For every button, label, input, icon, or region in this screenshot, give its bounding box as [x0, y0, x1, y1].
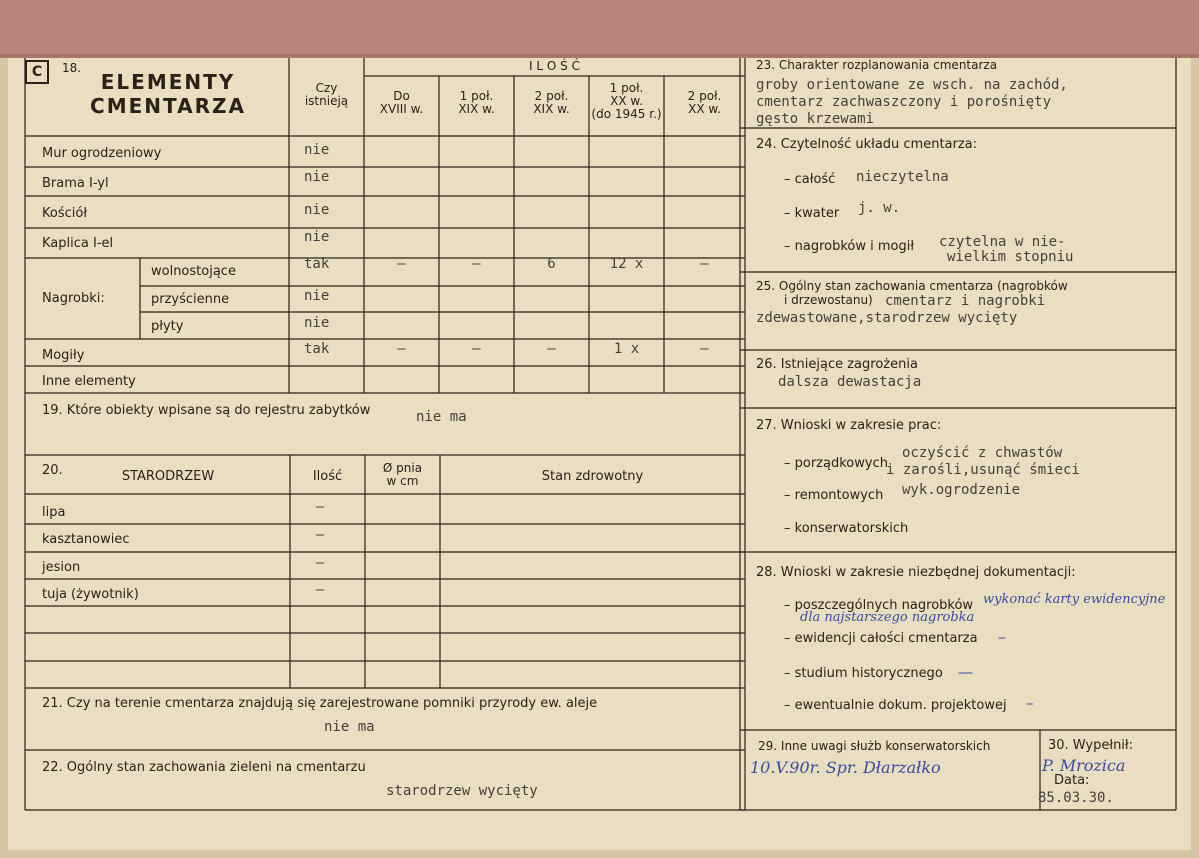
section-24-kwater-value: j. w.: [858, 200, 901, 216]
section-22-label: 22. Ogólny stan zachowania zieleni na cmentarzu: [42, 760, 366, 775]
period-4-line-3: (do 1945 r.): [591, 107, 662, 121]
wolno-val-3: 6: [547, 256, 556, 272]
section-21-value: nie ma: [324, 719, 375, 735]
section-18-title: [68, 70, 268, 118]
tree-count-lipa: –: [315, 499, 325, 515]
tree-count-kasztanowiec: –: [315, 527, 325, 543]
period-5-line-1: 2 poł.: [687, 89, 722, 103]
section-25-value-line-2: zdewastowane,starodrzew wycięty: [756, 310, 1018, 326]
period-5-line-2: XX w.: [688, 102, 721, 116]
col-ilosc-header: Ilość: [312, 469, 343, 484]
section-26-label: 26. Istniejące zagrożenia: [756, 357, 918, 372]
section-27-rem-value: wyk.ogrodzenie: [902, 482, 1021, 498]
section-30-label: 30. Wypełnił:: [1048, 738, 1133, 753]
ilosc-header: I L O Ś Ć: [529, 59, 580, 73]
section-18-number: 18.: [62, 61, 82, 75]
tree-name-lipa: lipa: [42, 505, 66, 520]
section-28-dash-2: –: [998, 628, 1006, 646]
section-30-date-value: 85.03.30.: [1038, 790, 1114, 806]
section-c-box: C: [25, 60, 49, 84]
section-27-rem-label: – remontowych: [784, 488, 884, 503]
tree-name-tuja: tuja (żywotnik): [42, 587, 139, 602]
section-24-nagrobkow-label: – nagrobków i mogił: [784, 239, 915, 254]
row-exists-kosciol: nie: [304, 202, 330, 218]
section-28-item-1: – poszczególnych nagrobków: [784, 598, 974, 613]
period-3-line-2: XIX w.: [533, 102, 570, 116]
row-label-mogily: Mogiły: [42, 348, 85, 363]
binding-tape: [0, 0, 1199, 58]
section-23-line-1: groby orientowane ze wsch. na zachód,: [756, 77, 1068, 93]
row-label-kosciol: Kościół: [42, 206, 88, 221]
wolno-val-2: –: [472, 256, 481, 272]
period-header-3: [514, 90, 589, 116]
row-label-brama: Brama I-yl: [42, 176, 109, 191]
row-label-inne: Inne elementy: [42, 374, 136, 389]
row-exists-mur: nie: [304, 142, 330, 158]
section-25-label-line-1: 25. Ogólny stan zachowania cmentarza (nagrobków: [756, 279, 1068, 293]
mogily-val-3: –: [547, 341, 556, 357]
section-28-dash-4: –: [1026, 694, 1034, 712]
section-28-dash-3: —: [958, 663, 973, 681]
wolno-val-4: 12 x: [609, 256, 644, 272]
row-exists-plyty: nie: [304, 315, 330, 331]
col-stan-header: Stan zdrowotny: [541, 469, 644, 484]
row-exists-przyscienne: nie: [304, 288, 330, 304]
mogily-val-4: 1 x: [613, 341, 640, 357]
row-exists-kaplica: nie: [304, 229, 330, 245]
col-pnia-line-1: Ø pnia: [382, 461, 423, 475]
period-header-4: [589, 82, 664, 121]
section-28-item-4: – ewentualnie dokum. projektowej: [784, 698, 1007, 713]
section-21-label: 21. Czy na terenie cmentarza znajdują się zarejestrowane pomniki przyrody ew. aleje: [42, 696, 598, 711]
section-23-label: 23. Charakter rozplanowania cmentarza: [756, 58, 998, 72]
col-exists-line-1: Czy: [315, 81, 338, 95]
section-24-nagrobkow-line-2: wielkim stopniu: [947, 249, 1074, 265]
section-29-note: 10.V.90r. Spr. Dłarzałko: [750, 758, 941, 777]
row-exists-mogily: tak: [304, 341, 330, 357]
section-24-kwater-label: – kwater: [784, 206, 840, 221]
col-pnia-line-2: w cm: [386, 474, 419, 488]
mogily-val-5: –: [700, 341, 709, 357]
period-4-line-1: 1 poł.: [609, 81, 644, 95]
period-header-1: [364, 90, 439, 116]
row-label-plyty: płyty: [151, 319, 184, 334]
period-header-2: [439, 90, 514, 116]
mogily-val-1: –: [397, 341, 406, 357]
section-20-title: STARODRZEW: [121, 469, 215, 484]
section-30-signature: P. Mrozica: [1042, 756, 1126, 775]
section-23-line-2: cmentarz zachwaszczony i porośnięty: [756, 94, 1052, 110]
section-24-nagrobkow-line-1: czytelna w nie-: [939, 234, 1066, 250]
section-27-kons-label: – konserwatorskich: [784, 521, 909, 536]
row-exists-wolnostojace: tak: [304, 256, 330, 272]
section-28-hand-line-1: wykonać karty ewidencyjne: [983, 592, 1166, 607]
section-19-label: 19. Które obiekty wpisane są do rejestru zabytków: [42, 403, 371, 418]
cemetery-record-card: [8, 58, 1191, 850]
section-30-date-label: Data:: [1054, 773, 1090, 788]
row-label-wolnostojace: wolnostojące: [151, 264, 236, 279]
section-28-item-2: – ewidencji całości cmentarza: [784, 631, 978, 646]
period-1-line-1: Do: [393, 89, 410, 103]
period-header-5: [664, 90, 745, 116]
title-line-1: ELEMENTY: [100, 70, 236, 94]
wolno-val-1: –: [397, 256, 406, 272]
period-2-line-1: 1 poł.: [459, 89, 494, 103]
tree-name-kasztanowiec: kasztanowiec: [42, 532, 130, 547]
period-4-line-2: XX w.: [610, 94, 643, 108]
tree-count-jesion: –: [315, 555, 325, 571]
row-label-nagrobki: Nagrobki:: [42, 291, 105, 306]
period-3-line-1: 2 poł.: [534, 89, 569, 103]
section-22-value: starodrzew wycięty: [386, 783, 538, 799]
period-2-line-2: XIX w.: [458, 102, 495, 116]
col-pnia-header: [365, 462, 440, 488]
section-27-porz-line-2: i zarośli,usunąć śmieci: [886, 462, 1080, 478]
title-line-2: CMENTARZA: [90, 94, 246, 118]
row-label-mur: Mur ogrodzeniowy: [42, 146, 162, 161]
section-26-value: dalsza dewastacja: [778, 374, 922, 390]
section-27-label: 27. Wnioski w zakresie prac:: [756, 418, 942, 433]
section-29-label: 29. Inne uwagi służb konserwatorskich: [758, 739, 991, 753]
section-28-label: 28. Wnioski w zakresie niezbędnej dokumentacji:: [756, 565, 1076, 580]
section-19-value: nie ma: [416, 409, 467, 425]
wolno-val-5: –: [700, 256, 709, 272]
section-24-calosc-value: nieczytelna: [856, 169, 949, 185]
section-27-porz-line-1: oczyścić z chwastów: [902, 445, 1063, 461]
section-28-item-3: – studium historycznego: [784, 666, 943, 681]
period-1-line-2: XVIII w.: [379, 102, 424, 116]
section-23-line-3: gęsto krzewami: [756, 111, 875, 127]
section-28-hand-line-2: dla najstarszego nagrobka: [800, 610, 975, 625]
section-20-number: 20.: [42, 463, 63, 478]
tree-count-tuja: –: [315, 582, 325, 598]
row-label-kaplica: Kaplica I-el: [42, 236, 114, 251]
mogily-val-2: –: [472, 341, 481, 357]
section-27-porz-label: – porządkowych: [784, 456, 888, 471]
tree-name-jesion: jesion: [42, 560, 81, 575]
col-exists-line-2: istnieją: [304, 94, 349, 108]
col-exists-header: [289, 82, 364, 108]
section-25-label-line-2: i drzewostanu): [784, 293, 873, 307]
section-25-value-line-1: cmentarz i nagrobki: [885, 293, 1046, 309]
row-label-przyscienne: przyścienne: [151, 292, 230, 307]
section-24-label: 24. Czytelność układu cmentarza:: [756, 137, 978, 152]
section-24-calosc-label: – całość: [784, 172, 836, 187]
row-exists-brama: nie: [304, 169, 330, 185]
